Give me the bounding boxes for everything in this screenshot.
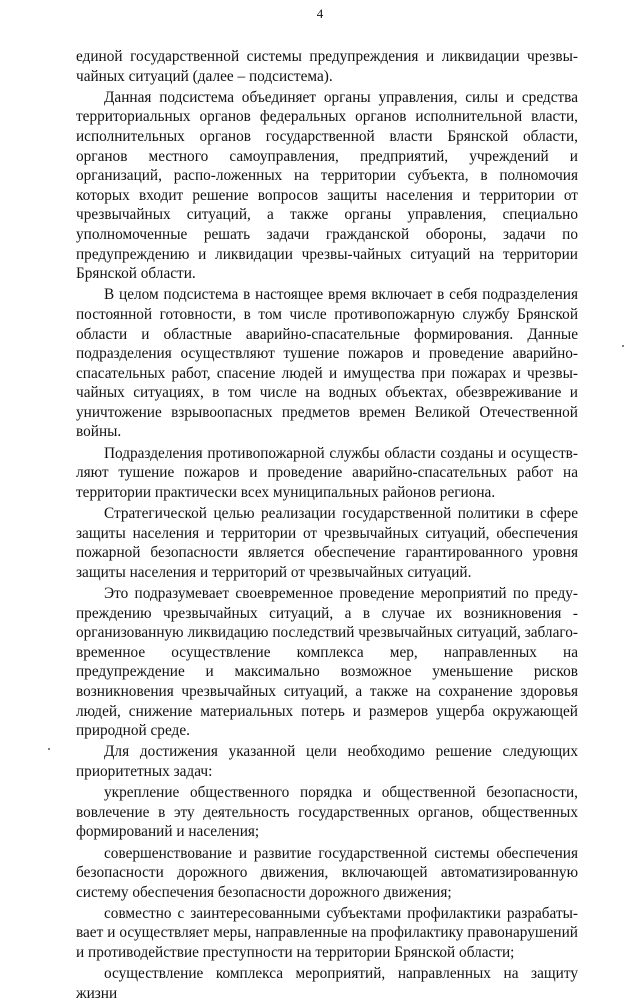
paragraph-11: осуществление комплекса мероприятий, направленных на защиту жизни — [76, 965, 578, 1002]
scan-speck — [48, 748, 50, 750]
paragraph-6: Это подразумевает своевременное проведение мероприятий по преду-преждению чрезвычайных ситуаций, а в случае их возникновения - организованную ликвидацию последствий чрезвычайных ситуаций, заблаго-временное осуществление комплекса мер, направленных на предупреждение и максимально возможное уменьшение рисков возникновения чрезвычайных ситуаций, а также на сохранение здоровья людей, снижение материальных потерь и размеров ущерба окружающей природной среде. — [76, 585, 578, 740]
paragraph-10: совместно с заинтересованными субъектами профилактики разрабаты-вает и осуществляет меры, направленные на профилактику правонарушений и противодействие преступности на территории Брянской области; — [76, 904, 578, 962]
document-body — [76, 47, 578, 1005]
paragraph-3: В целом подсистема в настоящее время включает в себя подразделения постоянной готовности, в том числе противопожарную службу Брянской области и областные аварийно-спасательные формирования. Данные подразделения осуществляют тушение пожаров и проведение аварийно-спасательных работ, спасение людей и имущества при пожарах и чрезвы-чайных ситуациях, в том числе на водных объектах, обезвреживание и уничтожение взрывоопасных предметов времен Великой Отечественной войны. — [76, 286, 578, 441]
paragraph-4: Подразделения противопожарной службы области созданы и осуществ-ляют тушение пожаров и проведение аварийно-спасательных работ на территории практически всех муниципальных районов региона. — [76, 444, 578, 501]
paragraph-7: Для достижения указанной цели необходимо решение следующих приоритетных задач: — [76, 743, 578, 780]
paragraph-5: Стратегической целью реализации государственной политики в сфере защиты населения и территории от чрезвычайных ситуаций, обеспечения пожарной безопасности является обеспечение гарантированного уровня защиты населения и территорий от чрезвычайных ситуаций. — [76, 505, 578, 581]
paragraph-8: укрепление общественного порядка и общественной безопасности, вовлечение в эту деятельность государственных органов, общественных формирований и населения; — [76, 784, 578, 841]
page-number: 4 — [316, 6, 324, 21]
scan-speck — [622, 345, 624, 347]
paragraph-9: совершенствование и развитие государственной системы обеспечения безопасности дорожного движения, включающей автоматизированную систему обеспечения безопасности дорожного движения; — [76, 844, 578, 901]
paragraph-2: Данная подсистема объединяет органы управления, силы и средства территориальных органов федеральных органов исполнительной власти, исполнительных органов государственной власти Брянской области, органов местного самоуправления, предприятий, учреждений и организаций, распо-ложенных на территории субъекта, в полномочия которых входит решение вопросов защиты населения и территории от чрезвычайных ситуаций, а также органы управления, специально уполномоченные решать задачи гражданской обороны, задачи по предупреждению и ликвидации чрезвы-чайных ситуаций на территории Брянской области. — [76, 88, 578, 283]
paragraph-1: единой государственной системы предупреждения и ликвидации чрезвы-чайных ситуаций (далее – подсистема). — [76, 48, 578, 85]
